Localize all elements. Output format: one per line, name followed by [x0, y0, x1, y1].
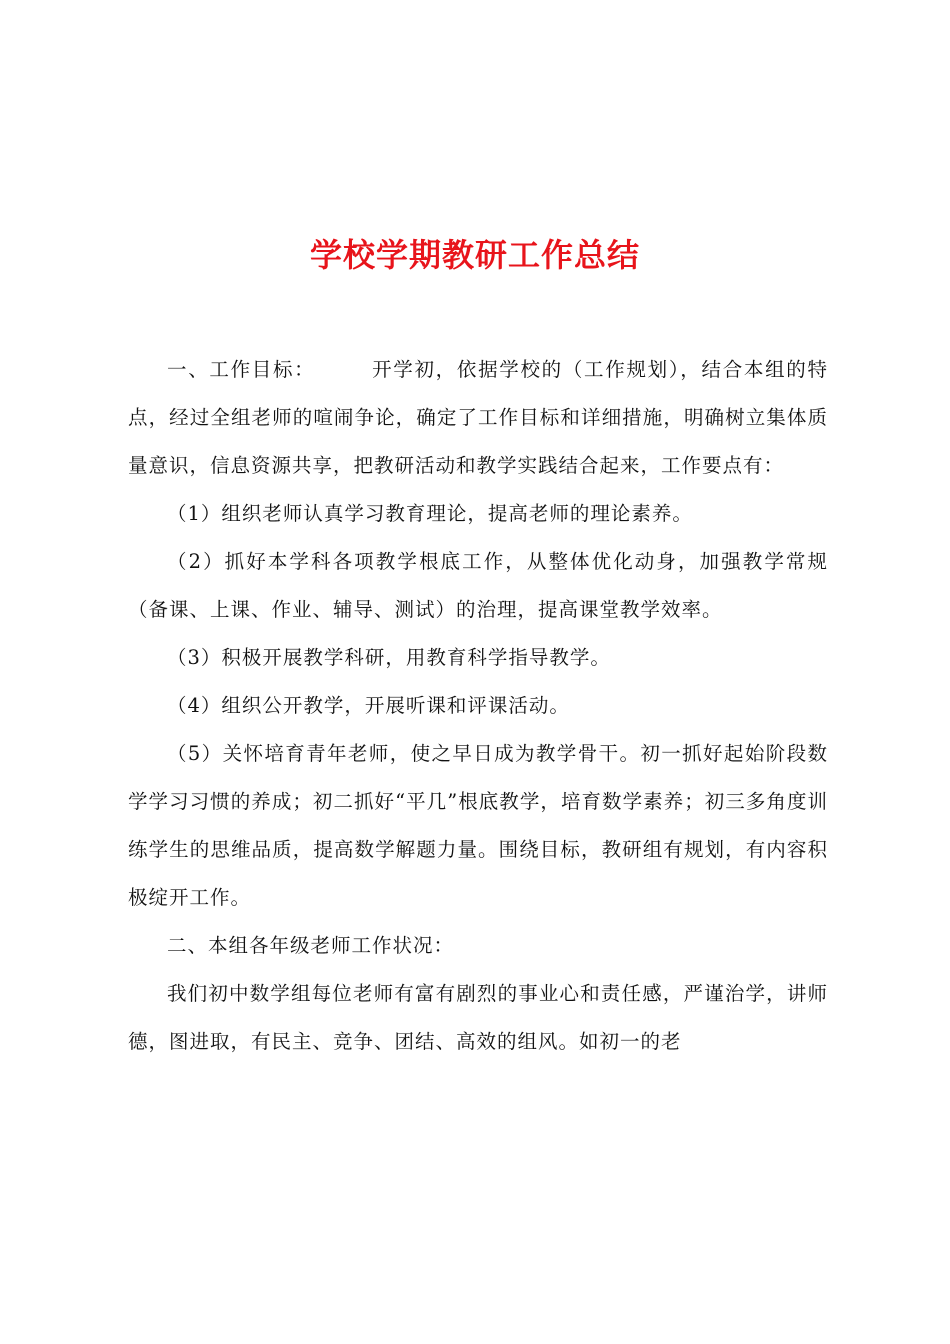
goal-item-1: （1）组织老师认真学习教育理论，提高老师的理论素养。: [167, 502, 693, 525]
section2-heading: 二、本组各年级老师工作状况：: [167, 934, 455, 957]
goal-item-4: （4）组织公开教学，开展听课和评课活动。: [167, 694, 570, 717]
goal-item-3: （3）积极开展教学科研，用教育科学指导教学。: [167, 646, 611, 669]
goal-item-2: （2）抓好本学科各项教学根底工作，从整体优化动身，加强教学常规（备课、上课、作业、辅导、测试）的治理，提高课堂教学效率。: [128, 550, 828, 621]
goal-item-5: （5）关怀培育青年老师，使之早日成为教学骨干。初一抓好起始阶段数学学习习惯的养成；初二抓好“平几”根底教学，培育数学素养；初三多角度训练学生的思维品质，提高数学解题力量。围绕目标，教研组有规划，有内容积极绽开工作。: [128, 742, 828, 909]
section1-heading: 一、工作目标：: [167, 358, 316, 381]
section1-intro: 开学初，依据学校的（工作规划），结合本组的特点，经过全组老师的喧闹争论，确定了工作目标和详细措施，明确树立集体质量意识，信息资源共享，把教研活动和教学实践结合起来，工作要点有：: [128, 358, 828, 477]
document-body: [128, 346, 828, 1066]
section1-paragraph: [128, 346, 828, 490]
document-title: 学校学期教研工作总结: [309, 236, 640, 275]
section2-paragraph: 我们初中数学组每位老师有富有剧烈的事业心和责任感，严谨治学，讲师德，图进取，有民主、竞争、团结、高效的组风。如初一的老: [128, 982, 828, 1053]
